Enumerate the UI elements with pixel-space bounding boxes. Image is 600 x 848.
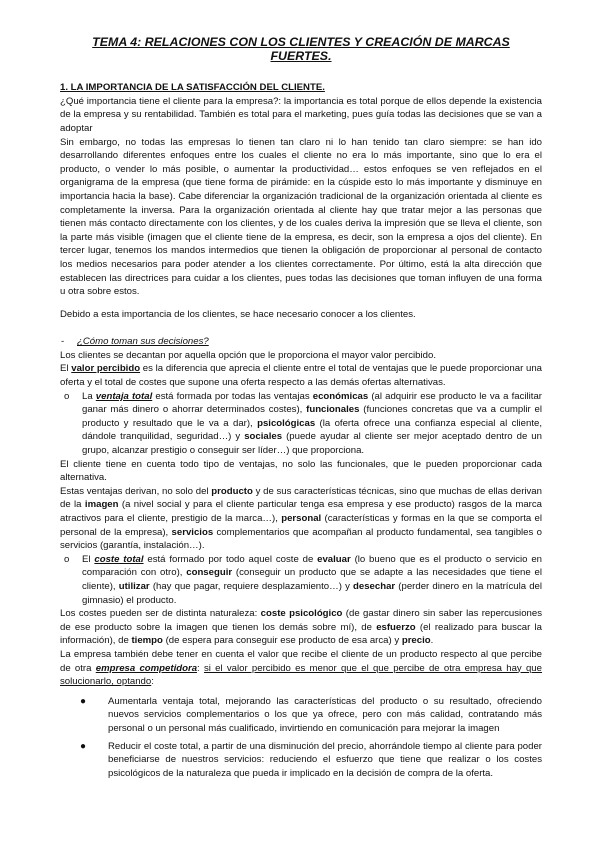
paragraph-advantage-sources: Estas ventajas derivan, no solo del producto y de sus características técnicas, sino que muchas de ellas derivan de la imagen (a nivel social y para el cliente particular tenga esa empresa y ese producto) rasgos de la marca atractivos para el cliente, prestigio de la marca…), personal (características y formas en la que se comporta el personal de la empresa), servicios complementarios que acompañan al producto fundamental, sea tangibles o servicios (garantía, instalación…). [60,485,542,552]
list-item-total-cost: o El coste total está formado por todo aquel coste de evaluar (lo bueno que es el producto o servicio en comparación con otro), conseguir (conseguir un producto que se adapte a las necesidades que tiene el cliente), utilizar (hay que pagar, requiere desplazamiento…) y desechar (perder dinero en la matrícula del gimnasio) el producto. [64,553,543,606]
circle-bullet-icon: o [64,553,70,565]
list-item-increase-advantage: ● Aumentarla ventaja total, mejorando las características del producto o su resultado, ofreciendo nuevos servicios complementarios o los que ya ofrece, pero con más calidad, contratando más personal o un personal más cualificado, invirtiendo en comunicación para mejorar la imagen [80,695,542,734]
circle-bullet-icon: o [64,390,70,402]
subheading-question: ¿Cómo toman sus decisiones? [77,336,209,348]
dash-marker: - [61,336,65,348]
paragraph-all-advantages: El cliente tiene en cuenta todo tipo de ventajas, no solo las funcionales, que le pueden proporcionar cada alternativa. [60,458,542,484]
paragraph-competitor-value: La empresa también debe tener en cuenta el valor que recibe el cliente de un producto respecto al que percibe de otra empresa competidora: si el valor percibido es menor que el que percibe de otra empresa hay que solucionarlo, optando: [60,648,542,688]
paragraph-perceived-value-definition: El valor percibido es la diferencia que aprecia el cliente entre el total de ventajas que le puede proporcionar una oferta y el total de costes que supone una oferta respecto a las demás ofertas alternativas. [60,363,542,389]
paragraph-know-clients: Debido a esta importancia de los clientes, se hace necesario conocer a los clientes. [60,308,416,320]
paragraph-importance: ¿Qué importancia tiene el cliente para la empresa?: la importancia es total porque de ellos depende la existencia de la empresa y su rentabilidad. También es total para el marketing, pues guía todas las decisiones que se van a adoptar [60,95,542,134]
bullet-dot-icon: ● [80,695,87,707]
subheading-decisions [61,335,542,349]
paragraph-perceived-value-intro: Los clientes se decantan por aquella opción que le proporciona el mayor valor percibido. [60,349,436,361]
section-heading: 1. LA IMPORTANCIA DE LA SATISFACCIÓN DEL CLIENTE. [60,82,325,94]
list-item-reduce-cost: ● Reducir el coste total, a partir de una disminución del precio, ahorrándole tiempo al cliente para poder beneficiarse de nuestros servicios: reduciendo el esfuerzo que tiene que realizar o los costes psicológicos de la naturaleza que pueda ir implicado en la decisión de compra de la oferta. [80,740,542,779]
document-title: TEMA 4: RELACIONES CON LOS CLIENTES Y CREACIÓN DE MARCAS FUERTES. [92,35,510,63]
paragraph-approaches: Sin embargo, no todas las empresas lo tienen tan claro ni lo han tenido tan claro siempre: se han ido desarrollando diferentes enfoques entre los cuales el cliente no era lo más importante, sino que lo era el producto, o vender lo más posible, o aumentar la productividad… estos enfoques se ven reflejados en el organigrama de la empresa (que tiene forma de pirámide: en la cúspide esto lo más importante y disminuye en importancia hacia la base). Cabe diferenciar la organización tradicional de la organización orientada al cliente es completamente la inversa. Para la organización orientada al cliente hay que tratar mejor a las personas que tienen más contacto directamente con los clientes, y de los cuales deriva la impresión que se lleva el cliente, son la parte más visible (imagen que el cliente tiene de la empresa, es decir, son la empresa a ojos del cliente). En tercer lugar, tenemos los mandos intermedios que tienen la obligación de proporcionar al personal de contacto los medios necesarios para poder atender a los clientes correctamente. Por último, está la alta dirección que establecen las directrices para cuidar a los clientes, pues todas las decisiones que toman influyen de una forma u otra sobre estos. [60,136,542,298]
list-item-total-advantage: o La ventaja total está formada por todas las ventajas económicas (al adquirir ese producto le va a facilitar ganar más dinero o ahorrar determinados costes), funcionales (funciones concretas que va a cumplir el producto y resultado que le va a dar), psicológicas (la oferta ofrece una confianza especial al cliente, dándole tranquilidad, seguridad…) y sociales (puede ayudar al cliente ser mejor aceptado dentro de un grupo, alcanzar prestigio o conseguir ser líder…) que proporciona. [64,390,543,457]
bullet-dot-icon: ● [80,740,87,752]
paragraph-cost-types: Los costes pueden ser de distinta naturaleza: coste psicológico (de gastar dinero sin saber las repercusiones de ese producto sobre la imagen que tienen los demás sobre mí), de esfuerzo (el realizado para buscar la información), de tiempo (de espera para conseguir ese producto de esa arca) y precio. [60,608,542,647]
